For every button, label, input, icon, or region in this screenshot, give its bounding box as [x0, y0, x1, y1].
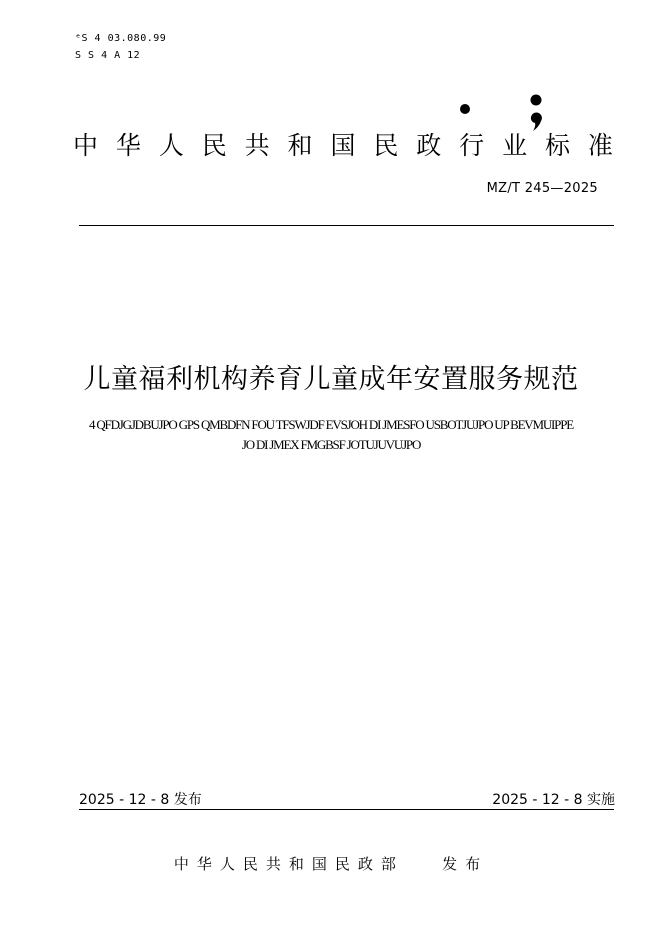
title-char: 中	[73, 131, 99, 160]
standard-category-title	[73, 126, 613, 162]
standard-number: MZ/T 245—2025	[486, 181, 598, 196]
english-title-line-1: 4 QFDJGJDBUJPO GPS QMBDFN FOU TFSWJDF EVSJOH DI JMESFO USBOTJUJPO UP BEVMUIPPE	[89, 417, 573, 432]
title-char: 人	[158, 131, 184, 160]
title-char: 业	[502, 131, 528, 160]
english-title-line-2: JO DI JMEX FMGBSF JOTUJUVUJPO	[241, 437, 421, 452]
title-char: 准	[587, 131, 613, 160]
header-divider	[79, 225, 614, 226]
title-char: 民	[201, 131, 227, 160]
ics-code: ᵉS 4 03.080.99	[75, 33, 167, 44]
ccs-code: S S 4 A 12	[75, 50, 141, 61]
title-char: 国	[330, 131, 356, 160]
title-char: 共	[244, 131, 270, 160]
document-title: 儿童福利机构养育儿童成年安置服务规范	[83, 364, 579, 395]
logo-dot-left	[460, 104, 470, 114]
implementation-date: 2025 - 12 - 8 实施	[492, 792, 615, 808]
logo-dot-right	[531, 95, 542, 106]
title-char: 行	[459, 131, 485, 160]
title-char: 政	[416, 131, 442, 160]
title-char: 和	[287, 131, 313, 160]
footer-divider	[79, 809, 614, 810]
title-char: 华	[115, 131, 141, 160]
publisher-line: 中华人民共和国民政部 发布	[173, 855, 489, 873]
title-char: 民	[373, 131, 399, 160]
title-char: 标	[544, 131, 570, 160]
issue-date: 2025 - 12 - 8 发布	[79, 792, 202, 808]
